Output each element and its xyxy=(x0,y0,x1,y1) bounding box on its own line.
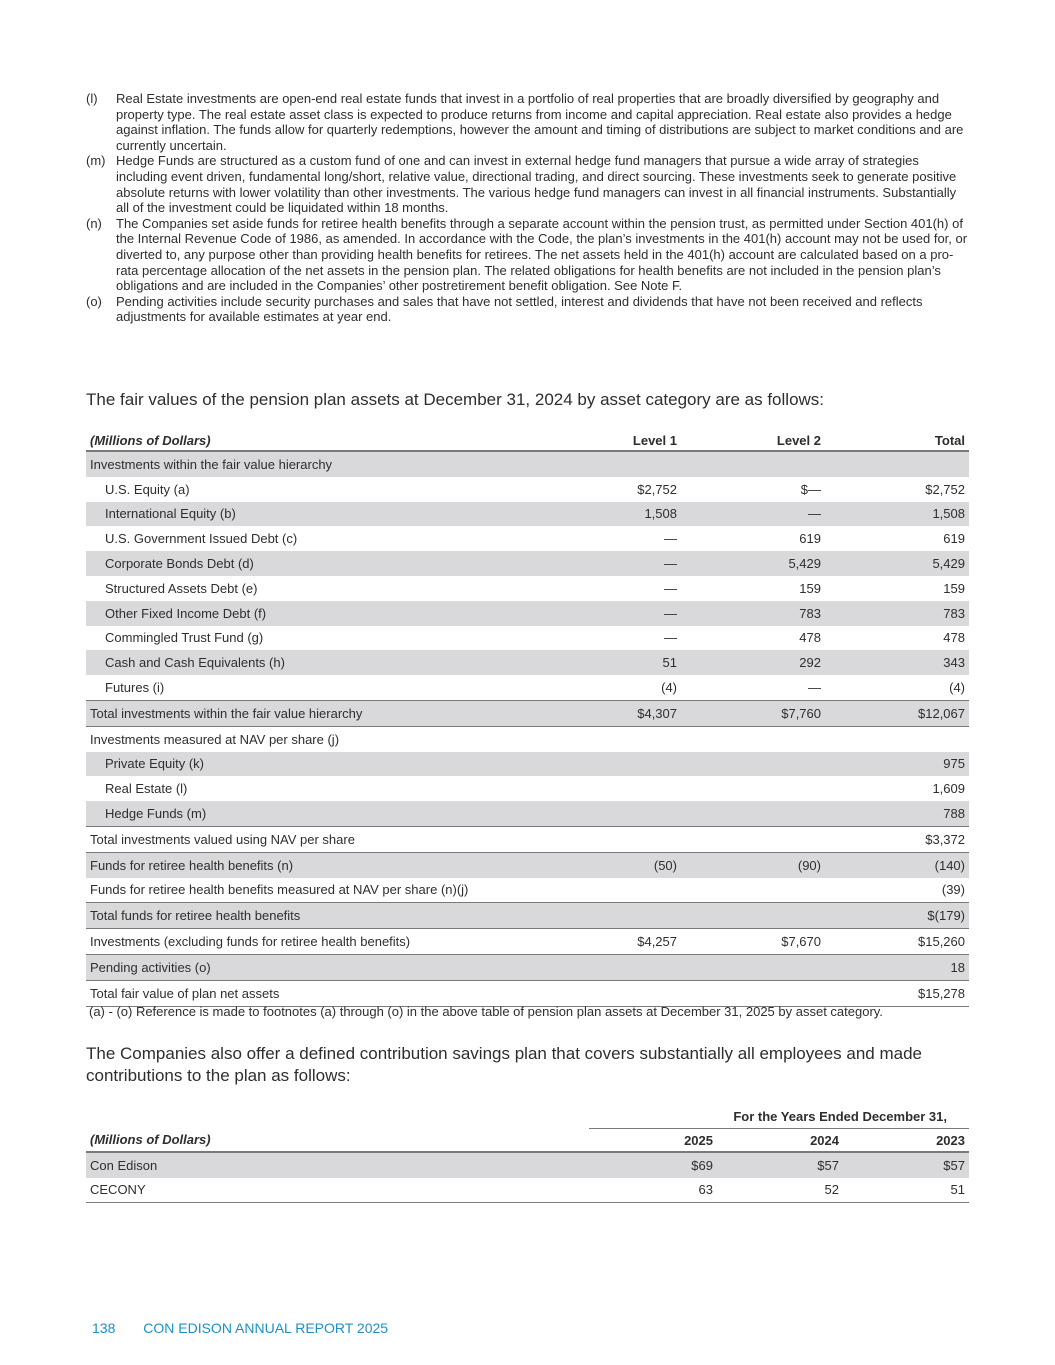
row-label: Total fair value of plan net assets xyxy=(86,980,543,1006)
row-label: Investments (excluding funds for retiree health benefits) xyxy=(86,929,543,955)
row-label: International Equity (b) xyxy=(86,502,543,527)
cell: 51 xyxy=(543,650,681,675)
cell: 619 xyxy=(943,531,965,547)
table-row xyxy=(86,776,969,801)
page-number: 138 xyxy=(92,1320,116,1336)
cell xyxy=(681,726,825,751)
cell: 63 xyxy=(589,1178,717,1203)
cell xyxy=(681,826,825,852)
footnote-label: (m) xyxy=(86,153,106,169)
cell xyxy=(681,903,825,929)
cell: 788 xyxy=(825,801,969,826)
cell: 619 xyxy=(799,531,821,547)
cell: $15,278 xyxy=(825,980,969,1006)
row-label: Other Fixed Income Debt (f) xyxy=(86,601,543,626)
cell: 1,508 xyxy=(543,502,681,527)
column-header: 2025 xyxy=(589,1129,717,1153)
row-label: Total investments within the fair value hierarchy xyxy=(86,700,543,726)
cell: — xyxy=(543,551,681,576)
fair-value-heading: The fair values of the pension plan assets at December 31, 2024 by asset category are as follows: xyxy=(86,390,825,409)
cell: $4,257 xyxy=(543,929,681,955)
footnote-text: Hedge Funds are structured as a custom fund of one and can invest in external hedge fund managers that pursue a wide array of strategies including event driven, fundamental long/short, relative value, directional trading, and direct sourcing. These investments seek to generate positive absolute returns with lower volatility than other investments. The various hedge fund managers can invest in all financial instruments. Substantially all of the investment could be liquidated within 18 months. xyxy=(116,153,957,216)
cell: — xyxy=(664,531,677,547)
table-row xyxy=(86,675,969,700)
footnotes xyxy=(86,91,970,325)
footnote-label: (n) xyxy=(86,215,102,231)
row-label: Private Equity (k) xyxy=(86,752,543,777)
cell: 1,508 xyxy=(825,502,969,527)
cell xyxy=(543,878,681,903)
cell: 51 xyxy=(843,1178,969,1203)
footnote xyxy=(86,91,970,153)
table-row xyxy=(86,954,969,980)
cell: — xyxy=(664,580,677,596)
cell xyxy=(543,726,681,751)
cell: 343 xyxy=(825,650,969,675)
row-label: Futures (i) xyxy=(105,680,165,696)
footnote-text: Pending activities include security purchases and sales that have not settled, interest and dividends that have not been received and reflects adjustments for available estimates at year end. xyxy=(116,293,923,325)
table-row xyxy=(86,526,969,551)
contribution-table xyxy=(86,1104,969,1203)
cell: 292 xyxy=(681,650,825,675)
column-header: Total xyxy=(825,430,969,451)
row-label: Pending activities (o) xyxy=(86,954,543,980)
table-row xyxy=(86,700,969,726)
footnote-text: The Companies set aside funds for retiree health benefits through a separate account within the pension trust, as permitted under Section 401(h) of the Internal Revenue Code of 1986, as amended. In accordance with the Code, the plan’s investments in the 401(h) account may not be used for, or diverted to, any purpose other than providing health benefits for retirees. The net assets held in the 401(h) account are calculated based on a pro-rata percentage allocation of the net assets in the pension plan. The related obligations for health benefits are not included in the pension plan’s obligations and are included in the Companies’ other postretirement benefit obligation. See Note F. xyxy=(116,215,968,294)
cell xyxy=(543,980,681,1006)
cell: $3,372 xyxy=(825,826,969,852)
row-label: Cash and Cash Equivalents (h) xyxy=(86,650,543,675)
footnote-text: Real Estate investments are open-end real estate funds that invest in a portfolio of real properties that are broadly diversified by geography and property type. The real estate asset class is expected to produce returns from income and capital appreciation. Real estate also provides a hedge against inflation. The funds allow for quarterly redemptions, however the amount and timing of distributions are subject to market conditions and are currently uncertain. xyxy=(116,91,964,153)
cell: 5,429 xyxy=(681,551,825,576)
cell: 1,609 xyxy=(932,781,965,797)
cell: (90) xyxy=(681,852,825,877)
table-row xyxy=(86,903,969,929)
column-header: 2023 xyxy=(843,1129,969,1153)
row-label: Con Edison xyxy=(86,1152,589,1178)
footnote-label: (l) xyxy=(86,91,98,106)
row-label: Commingled Trust Fund (g) xyxy=(105,630,264,646)
row-label: Corporate Bonds Debt (d) xyxy=(86,551,543,576)
row-label: Real Estate (l) xyxy=(105,781,188,797)
column-header: Level 1 xyxy=(543,430,681,451)
column-header: (Millions of Dollars) xyxy=(86,1129,589,1153)
cell xyxy=(825,451,969,477)
cell xyxy=(543,776,681,801)
table-row xyxy=(86,726,969,751)
table-row xyxy=(86,1152,969,1178)
column-header: Level 2 xyxy=(681,430,825,451)
cell xyxy=(543,752,681,777)
cell: $2,752 xyxy=(637,481,677,497)
footnote xyxy=(86,216,970,294)
cell: — xyxy=(808,680,821,696)
table-row xyxy=(86,451,969,477)
table-header-row xyxy=(86,1129,969,1153)
cell xyxy=(681,451,825,477)
cell: 52 xyxy=(717,1178,843,1203)
column-header: (Millions of Dollars) xyxy=(86,430,543,451)
contribution-heading: The Companies also offer a defined contribution savings plan that covers substantially all employees and made contributions to the plan as follows: xyxy=(86,1044,923,1085)
cell: (140) xyxy=(825,852,969,877)
cell: — xyxy=(681,502,825,527)
table-row xyxy=(86,826,969,852)
cell xyxy=(543,801,681,826)
cell: 975 xyxy=(825,752,969,777)
table-row xyxy=(86,1178,969,1203)
table-row xyxy=(86,601,969,626)
cell: 478 xyxy=(943,630,965,646)
table-row xyxy=(86,477,969,502)
cell xyxy=(825,726,969,751)
table-row xyxy=(86,551,969,576)
cell: $2,752 xyxy=(925,481,965,497)
cell: 159 xyxy=(799,580,821,596)
table-row xyxy=(86,801,969,826)
fair-value-table xyxy=(86,430,969,1007)
cell: $12,067 xyxy=(825,700,969,726)
row-label: Total investments valued using NAV per share xyxy=(86,826,543,852)
cell: $(179) xyxy=(825,903,969,929)
cell: (4) xyxy=(949,680,965,696)
cell xyxy=(543,954,681,980)
cell xyxy=(543,826,681,852)
cell: (39) xyxy=(941,882,965,898)
row-label: Funds for retiree health benefits measured at NAV per share (n)(j) xyxy=(90,882,469,898)
column-header: 2024 xyxy=(717,1129,843,1153)
row-label: Total funds for retiree health benefits xyxy=(86,903,543,929)
row-label: Investments within the fair value hierarchy xyxy=(86,451,543,477)
years-header: For the Years Ended December 31, xyxy=(589,1104,969,1129)
row-label: Structured Assets Debt (e) xyxy=(105,580,258,596)
footnote xyxy=(86,294,970,325)
cell xyxy=(543,903,681,929)
table-row xyxy=(86,502,969,527)
cell: 478 xyxy=(799,630,821,646)
table-row xyxy=(86,626,969,651)
row-label: Investments measured at NAV per share (j) xyxy=(86,726,543,751)
reference-note: (a) - (o) Reference is made to footnotes (a) through (o) in the above table of pension plan assets at December 31, 2025 by asset category. xyxy=(89,1004,883,1019)
table-row xyxy=(86,929,969,955)
footnote xyxy=(86,153,970,215)
table-row xyxy=(86,878,969,903)
cell: — xyxy=(543,601,681,626)
row-label: U.S. Equity (a) xyxy=(105,481,190,497)
cell: 783 xyxy=(681,601,825,626)
cell xyxy=(681,801,825,826)
row-label: U.S. Government Issued Debt (c) xyxy=(105,531,298,547)
row-label: Hedge Funds (m) xyxy=(86,801,543,826)
cell: $57 xyxy=(717,1152,843,1178)
page-footer xyxy=(92,1320,388,1336)
row-label: CECONY xyxy=(86,1178,589,1203)
cell: 783 xyxy=(825,601,969,626)
table-row xyxy=(86,650,969,675)
cell: $— xyxy=(800,481,821,497)
cell xyxy=(681,752,825,777)
table-row xyxy=(86,980,969,1006)
footnote-label: (o) xyxy=(86,293,102,309)
cell xyxy=(543,451,681,477)
cell: (4) xyxy=(661,680,677,696)
report-title: CON EDISON ANNUAL REPORT 2025 xyxy=(143,1320,389,1336)
cell: (50) xyxy=(543,852,681,877)
cell: $15,260 xyxy=(825,929,969,955)
table-header-row xyxy=(86,430,969,451)
cell xyxy=(681,878,825,903)
table-row xyxy=(86,852,969,877)
row-label: Funds for retiree health benefits (n) xyxy=(86,852,543,877)
cell: 5,429 xyxy=(825,551,969,576)
cell: $69 xyxy=(589,1152,717,1178)
table-row xyxy=(86,752,969,777)
table-row xyxy=(86,576,969,601)
cell: — xyxy=(664,630,677,646)
cell: $57 xyxy=(843,1152,969,1178)
cell xyxy=(681,776,825,801)
cell xyxy=(681,954,825,980)
cell: $7,670 xyxy=(681,929,825,955)
cell: $7,760 xyxy=(681,700,825,726)
years-header-row xyxy=(86,1104,969,1129)
cell: 159 xyxy=(943,580,965,596)
cell xyxy=(681,980,825,1006)
cell: $4,307 xyxy=(543,700,681,726)
cell: 18 xyxy=(825,954,969,980)
